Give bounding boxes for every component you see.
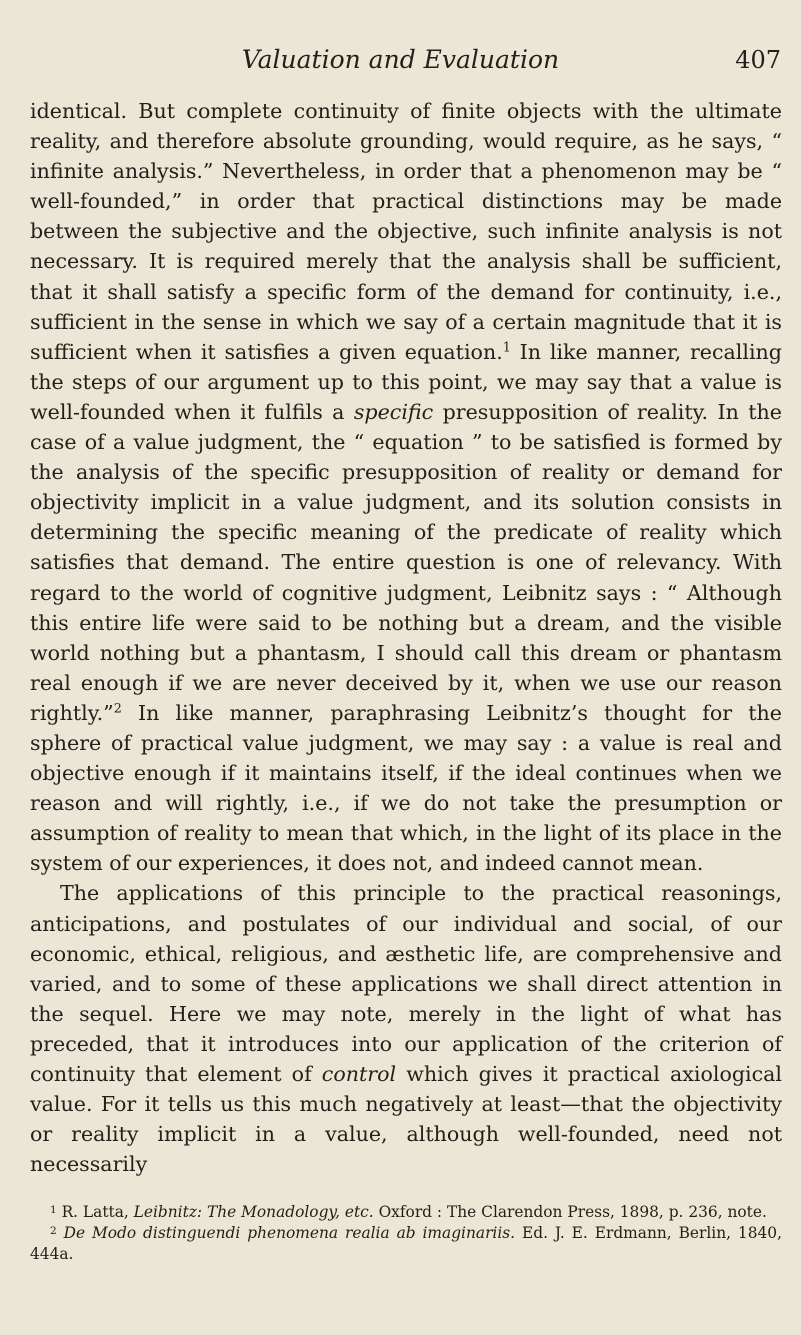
footnote-text: Ed. J. E. Erdmann, Berlin, 1840, 444a. — [30, 1224, 782, 1263]
footnote-text — [57, 1224, 64, 1242]
emphasis: specific — [353, 399, 434, 424]
text-run: In like manner, recalling the steps of our argument up to this point, we may say that a value is well-founded when it fulfils a — [30, 339, 782, 424]
text-run: which gives it practical axiological value. For it tells us this much negatively at least—that the objectivity or reality implicit in a value, although well-founded, need not necessarily — [30, 1062, 783, 1177]
running-head — [0, 42, 801, 78]
footnote-ref: 2 — [113, 701, 122, 717]
running-title: Valuation and Evaluation — [241, 45, 560, 74]
footnote-text: R. Latta, — [56, 1203, 134, 1221]
text-run: identical. But complete continuity of finite objects with the ultimate reality, and therefore absolute grounding, would require, as he says, “ infinite analysis.” Nevertheless, in order that a phenomenon may be “ well-founded,” in order that practical distinctions may be made between the subjective and the objective, such infinite analysis is not necessary. It is required merely that the analysis shall be sufficient, that it shall satisfy a specific form of the demand for continuity, i.e., sufficient in the sense in which we say of a certain magnitude that it is sufficient when it satisfies a given equation. — [30, 99, 782, 364]
footnote-title: De Modo distinguendi phenomena realia ab imaginariis. — [63, 1224, 516, 1242]
text-run: presupposition of reality. In the case of a value judgment, the “ equation ” to be satisfied is formed by the analysis of the specific presupposition of reality or demand for objectivity implicit in a value judgment, and its solution consists in determining the specific meaning of the predicate of reality which satisfies that demand. The entire question is one of relevancy. With regard to the world of cognitive judgment, Leibnitz says : “ Although this entire life were said to be nothing but a dream, and the visible world nothing but a phantasm, I should call this dream or phantasm real enough if we are never deceived by it, when we use our reason rightly.” — [30, 399, 782, 725]
footnote — [30, 1202, 782, 1223]
body-text — [30, 96, 782, 1179]
page-number: 407 — [735, 46, 781, 74]
paragraph-continued — [30, 96, 782, 878]
footnote-marker: 2 — [50, 1224, 57, 1237]
footnotes — [30, 1202, 782, 1265]
footnote — [30, 1223, 782, 1265]
footnote-text: Oxford : The Clarendon Press, 1898, p. 236, note. — [373, 1203, 767, 1221]
paragraph — [30, 878, 782, 1179]
footnote-title: Leibnitz: The Monadology, etc. — [133, 1203, 374, 1221]
footnote-ref: 1 — [502, 340, 511, 356]
text-run: In like manner, paraphrasing Leibnitz’s thought for the sphere of practical value judgment, we may say : a value is real and objective enough if it maintains itself, if the ideal continues when we reason and will rightly, i.e., if we do not take the presumption or assumption of reality to mean that which, in the light of its place in the system of our experiences, it does not, and indeed cannot mean. — [30, 700, 782, 876]
emphasis: control — [321, 1062, 397, 1086]
footnote-marker: 1 — [50, 1203, 57, 1216]
text-run: The applications of this principle to the practical reasonings, anticipations, and postulates of our individual and social, of our economic, ethical, religious, and æsthetic life, are comprehensive and varied, and to some of these applications we shall direct attention in the sequel. Here we may note, merely in the light of what has preceded, that it introduces into our application of the criterion of continuity that element of — [30, 881, 782, 1086]
